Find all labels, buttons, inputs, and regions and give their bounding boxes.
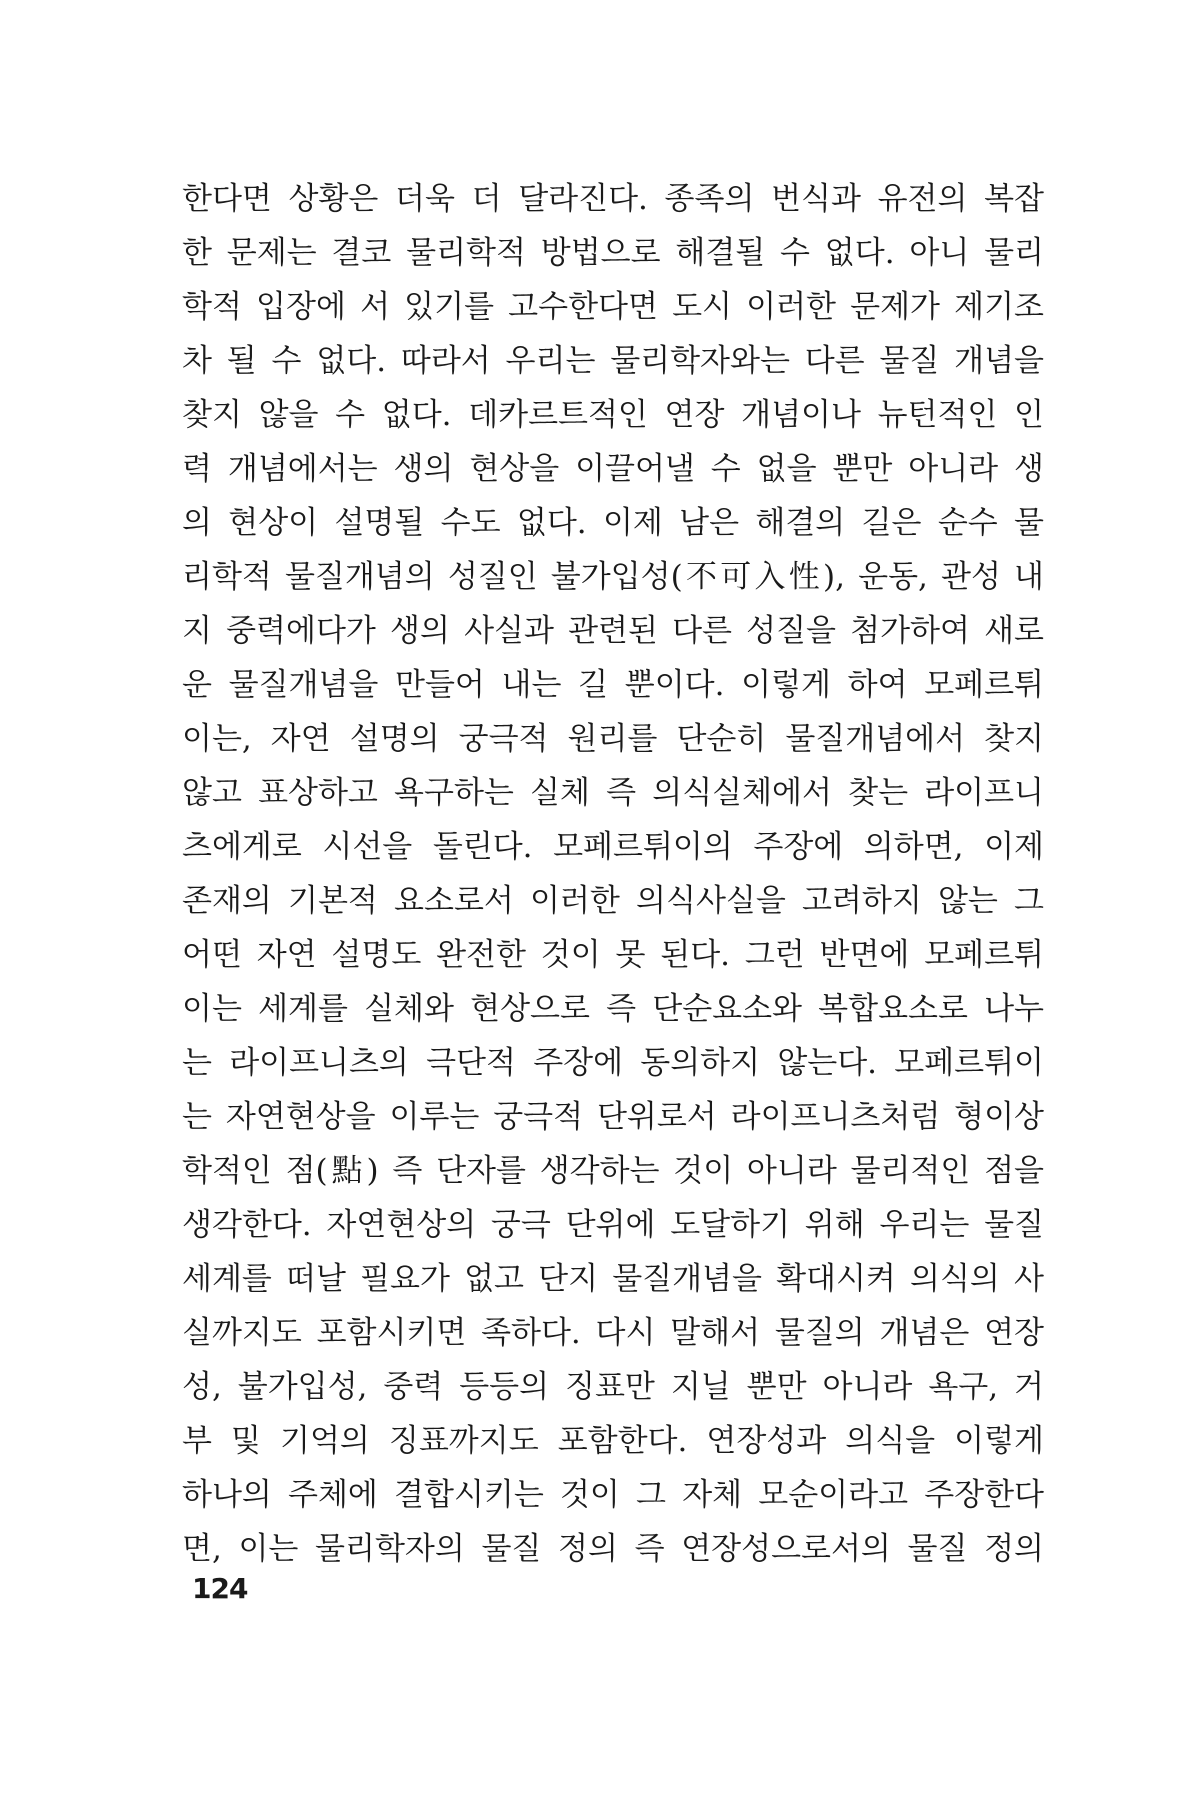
text-line: 하나의 주체에 결합시키는 것이 그 자체 모순이라고 주장한다 xyxy=(182,1477,1044,1513)
text-line: 지 중력에다가 생의 사실과 관련된 다른 성질을 첨가하여 새로 xyxy=(182,613,1044,649)
text-line: 는 라이프니츠의 극단적 주장에 동의하지 않는다. 모페르튀이 xyxy=(182,1045,1044,1081)
text-line: 는 자연현상을 이루는 궁극적 단위로서 라이프니츠처럼 형이상 xyxy=(182,1099,1044,1135)
text-line: 어떤 자연 설명도 완전한 것이 못 된다. 그런 반면에 모페르튀 xyxy=(182,937,1044,973)
text-line: 찾지 않을 수 없다. 데카르트적인 연장 개념이나 뉴턴적인 인 xyxy=(182,397,1044,433)
text-line: 력 개념에서는 생의 현상을 이끌어낼 수 없을 뿐만 아니라 생 xyxy=(182,451,1044,487)
text-line: 학적인 점(點) 즉 단자를 생각하는 것이 아니라 물리적인 점을 xyxy=(182,1153,1044,1189)
text-line: 운 물질개념을 만들어 내는 길 뿐이다. 이렇게 하여 모페르튀 xyxy=(182,667,1044,703)
body-text xyxy=(182,172,1044,1576)
page-number: 124 xyxy=(192,1572,248,1605)
text-line: 학적 입장에 서 있기를 고수한다면 도시 이러한 문제가 제기조 xyxy=(182,289,1044,325)
text-line: 이는, 자연 설명의 궁극적 원리를 단순히 물질개념에서 찾지 xyxy=(182,721,1044,757)
text-line: 생각한다. 자연현상의 궁극 단위에 도달하기 위해 우리는 물질 xyxy=(182,1207,1044,1243)
text-line: 않고 표상하고 욕구하는 실체 즉 의식실체에서 찾는 라이프니 xyxy=(182,775,1044,811)
text-line: 리학적 물질개념의 성질인 불가입성(不可入性), 운동, 관성 내 xyxy=(182,559,1044,595)
text-line: 한다면 상황은 더욱 더 달라진다. 종족의 번식과 유전의 복잡 xyxy=(182,181,1044,217)
text-line: 의 현상이 설명될 수도 없다. 이제 남은 해결의 길은 순수 물 xyxy=(182,505,1044,541)
text-line: 존재의 기본적 요소로서 이러한 의식사실을 고려하지 않는 그 xyxy=(182,883,1044,919)
text-line: 성, 불가입성, 중력 등등의 징표만 지닐 뿐만 아니라 욕구, 거 xyxy=(182,1369,1044,1405)
text-line: 한 문제는 결코 물리학적 방법으로 해결될 수 없다. 아니 물리 xyxy=(182,235,1044,271)
text-line: 츠에게로 시선을 돌린다. 모페르튀이의 주장에 의하면, 이제 xyxy=(182,829,1044,865)
text-line: 실까지도 포함시키면 족하다. 다시 말해서 물질의 개념은 연장 xyxy=(182,1315,1044,1351)
text-line: 부 및 기억의 징표까지도 포함한다. 연장성과 의식을 이렇게 xyxy=(182,1423,1044,1459)
text-line: 면, 이는 물리학자의 물질 정의 즉 연장성으로서의 물질 정의 xyxy=(182,1531,1044,1567)
text-line: 차 될 수 없다. 따라서 우리는 물리학자와는 다른 물질 개념을 xyxy=(182,343,1044,379)
text-line: 이는 세계를 실체와 현상으로 즉 단순요소와 복합요소로 나누 xyxy=(182,991,1044,1027)
text-line: 세계를 떠날 필요가 없고 단지 물질개념을 확대시켜 의식의 사 xyxy=(182,1261,1044,1297)
